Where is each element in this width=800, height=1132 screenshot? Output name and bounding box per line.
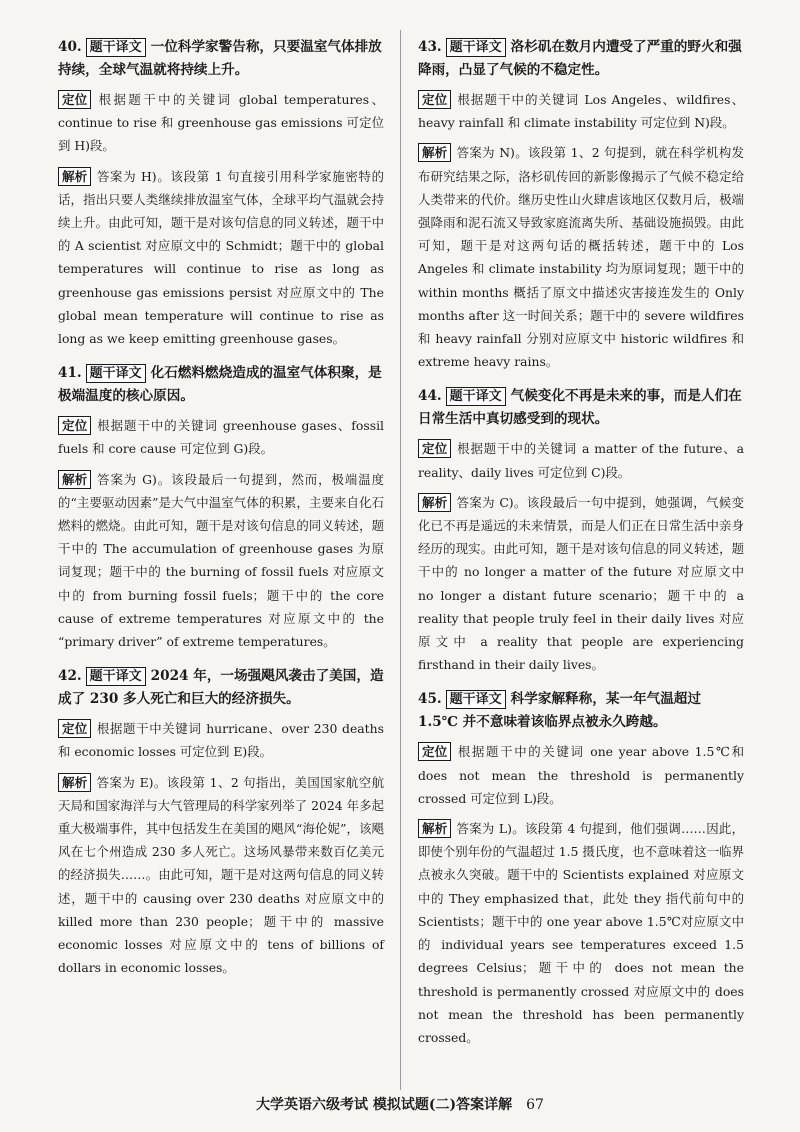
question-header bbox=[58, 665, 384, 711]
question-number: 40. bbox=[58, 39, 82, 55]
page-footer bbox=[0, 1094, 800, 1114]
locate-paragraph bbox=[58, 717, 384, 763]
analysis-text: 答案为 H)。该段第 1 句直接引用科学家施密特的话，指出只要人类继续排放温室气体，全球平均气温就会持续上升。由此可知，题干是对该句信息的同义转述，题干中的 A scientist 对应原文中的 Schmidt；题干中的 global temperatures will continue to rise as long as greenhouse gas emissions persist 对应原文中的 The global mean temperature will continue to rise as long as we keep emitting greenhouse gases。 bbox=[58, 168, 384, 347]
analysis-text: 答案为 G)。该段最后一句提到，然而，极端温度的“主要驱动因素”是大气中温室气体的积累，主要来自化石燃料的燃烧。由此可知，题干是对该句信息的同义转述，题干中的 The accumulation of greenhouse gases 为原词复现；题干中的 the burning of fossil fuels 对应原文中的 from burning fossil fuels；题干中的 the core cause of extreme temperatures 对应原文中的 the “primary driver” of extreme temperatures。 bbox=[58, 471, 384, 650]
translation-tag: 题干译文 bbox=[446, 38, 506, 57]
locate-text: 根据题干中的关键词 global temperatures、continue to rise 和 greenhouse gas emissions 可定位到 H)段。 bbox=[58, 92, 384, 154]
question-header bbox=[418, 385, 744, 431]
locate-tag: 定位 bbox=[58, 90, 91, 109]
question-translation: 洛杉矶在数月内遭受了严重的野火和强降雨，凸显了气候的不稳定性。 bbox=[418, 39, 742, 78]
locate-tag: 定位 bbox=[418, 439, 451, 458]
locate-tag: 定位 bbox=[418, 742, 451, 761]
locate-tag: 定位 bbox=[418, 90, 451, 109]
locate-tag: 定位 bbox=[58, 719, 91, 738]
question-41 bbox=[58, 362, 384, 653]
left-column bbox=[58, 36, 384, 992]
question-header bbox=[418, 688, 744, 734]
analysis-tag: 解析 bbox=[58, 773, 91, 792]
question-header bbox=[58, 36, 384, 82]
analysis-paragraph bbox=[418, 491, 744, 677]
locate-paragraph bbox=[418, 437, 744, 483]
question-number: 44. bbox=[418, 388, 442, 405]
question-translation: 气候变化不再是未来的事，而是人们在日常生活中真切感受到的现状。 bbox=[418, 388, 742, 428]
analysis-text: 答案为 C)。该段最后一句中提到，她强调，气候变化已不再是遥远的未来情景，而是人们正在日常生活中亲身经历的现实。由此可知，题干是对该句信息的同义转述，题干中的 no longer a matter of the future 对应原文中 no longer a distant future scenario；题干中的 a reality that people truly feel in their daily lives 对应原文中 a reality that people are experiencing firsthand in their daily lives。 bbox=[418, 494, 744, 673]
locate-paragraph bbox=[58, 414, 384, 460]
locate-text: 根据题干中的关键词 one year above 1.5℃和does not mean the threshold is permanently crossed 可定位到 L)段。 bbox=[418, 744, 744, 806]
question-number: 41. bbox=[58, 365, 82, 382]
analysis-tag: 解析 bbox=[418, 819, 451, 838]
footer-title: 大学英语六级考试 模拟试题(二)答案详解 bbox=[256, 1097, 513, 1113]
locate-text: 根据题干中的关键词 Los Angeles、wildfires、heavy rainfall 和 climate instability 可定位到 N)段。 bbox=[418, 92, 744, 131]
analysis-paragraph bbox=[58, 468, 384, 654]
locate-text: 根据题干中的关键词 greenhouse gases、fossil fuels 和 core cause 可定位到 G)段。 bbox=[58, 418, 384, 457]
question-header bbox=[58, 362, 384, 408]
locate-text: 根据题干中关键词 hurricane、over 230 deaths 和 economic losses 可定位到 E)段。 bbox=[58, 721, 384, 760]
question-translation: 2024 年，一场强飓风袭击了美国，造成了 230 多人死亡和巨大的经济损失。 bbox=[58, 668, 384, 708]
column-divider bbox=[400, 30, 401, 1090]
analysis-text: 答案为 N)。该段第 1、2 句提到，就在科学机构发布研究结果之际，洛杉矶传回的新影像揭示了气候不稳定给人类带来的代价。继历史性山火肆虐该地区仅数月后，极端强降雨和泥石流又导致家庭流离失所、基础设施损毁。由此可知，题干是对这两句话的概括转述，题干中的 Los Angeles 和 climate instability 均为原词复现；题干中的 within months 概括了原文中描述灾害接连发生的 Only months after 这一时间关系；题干中的 severe wildfires 和 heavy rainfall 分别对应原文中 historic wildfires 和 extreme heavy rains。 bbox=[418, 145, 744, 370]
analysis-paragraph bbox=[418, 817, 744, 1049]
question-header bbox=[418, 36, 744, 82]
locate-tag: 定位 bbox=[58, 416, 91, 435]
page-number: 67 bbox=[526, 1097, 544, 1113]
analysis-paragraph bbox=[58, 771, 384, 980]
analysis-tag: 解析 bbox=[58, 470, 91, 489]
analysis-tag: 解析 bbox=[58, 167, 91, 186]
analysis-tag: 解析 bbox=[418, 493, 451, 512]
locate-paragraph bbox=[58, 88, 384, 158]
translation-tag: 题干译文 bbox=[86, 667, 146, 686]
question-43 bbox=[418, 36, 744, 373]
translation-tag: 题干译文 bbox=[86, 364, 146, 383]
question-42 bbox=[58, 665, 384, 979]
question-translation: 一位科学家警告称，只要温室气体排放持续，全球气温就将持续上升。 bbox=[58, 39, 382, 78]
analysis-text: 答案为 L)。该段第 4 句提到，他们强调……因此，即使个别年份的气温超过 1.5 摄氏度，也不意味着这一临界点被永久突破。题干中的 Scientists explained 对应原文中的 They emphasized that，此处 they 指代前句中的 Scientists；题干中的 one year above 1.5℃对应原文中的 individual years see temperatures exceed 1.5 degrees Celsius；题干中的 does not mean the threshold is permanently crossed 对应原文中的 does not mean the threshold has been permanently crossed。 bbox=[418, 821, 744, 1045]
translation-tag: 题干译文 bbox=[446, 387, 506, 406]
question-40 bbox=[58, 36, 384, 350]
question-45 bbox=[418, 688, 744, 1049]
analysis-tag: 解析 bbox=[418, 143, 451, 162]
locate-paragraph bbox=[418, 88, 744, 134]
question-44 bbox=[418, 385, 744, 676]
translation-tag: 题干译文 bbox=[446, 690, 506, 709]
analysis-text: 答案为 E)。该段第 1、2 句指出，美国国家航空航天局和国家海洋与大气管理局的科学家列举了 2024 年多起重大极端事件，其中包括发生在美国的飓风“海伦妮”，该飓风在七个州造成 230 多人死亡。这场风暴带来数百亿美元的经济损失……。由此可知，题干是对这两句信息的同义转述，题干中的 causing over 230 deaths 对应原文中的 killed more than 230 people；题干中的 massive economic losses 对应原文中的 tens of billions of dollars in economic losses。 bbox=[58, 774, 384, 976]
question-translation: 化石燃料燃烧造成的温室气体积聚，是极端温度的核心原因。 bbox=[58, 365, 382, 405]
question-number: 45. bbox=[418, 691, 442, 708]
question-number: 43. bbox=[418, 39, 442, 55]
analysis-paragraph bbox=[418, 141, 744, 373]
question-translation: 科学家解释称，某一年气温超过 1.5℃ 并不意味着该临界点被永久跨越。 bbox=[418, 691, 701, 731]
right-column bbox=[418, 36, 744, 1061]
locate-paragraph bbox=[418, 740, 744, 810]
analysis-paragraph bbox=[58, 165, 384, 351]
question-number: 42. bbox=[58, 668, 82, 685]
locate-text: 根据题干中的关键词 a matter of the future、a reality、daily lives 可定位到 C)段。 bbox=[418, 441, 744, 480]
translation-tag: 题干译文 bbox=[86, 38, 146, 57]
